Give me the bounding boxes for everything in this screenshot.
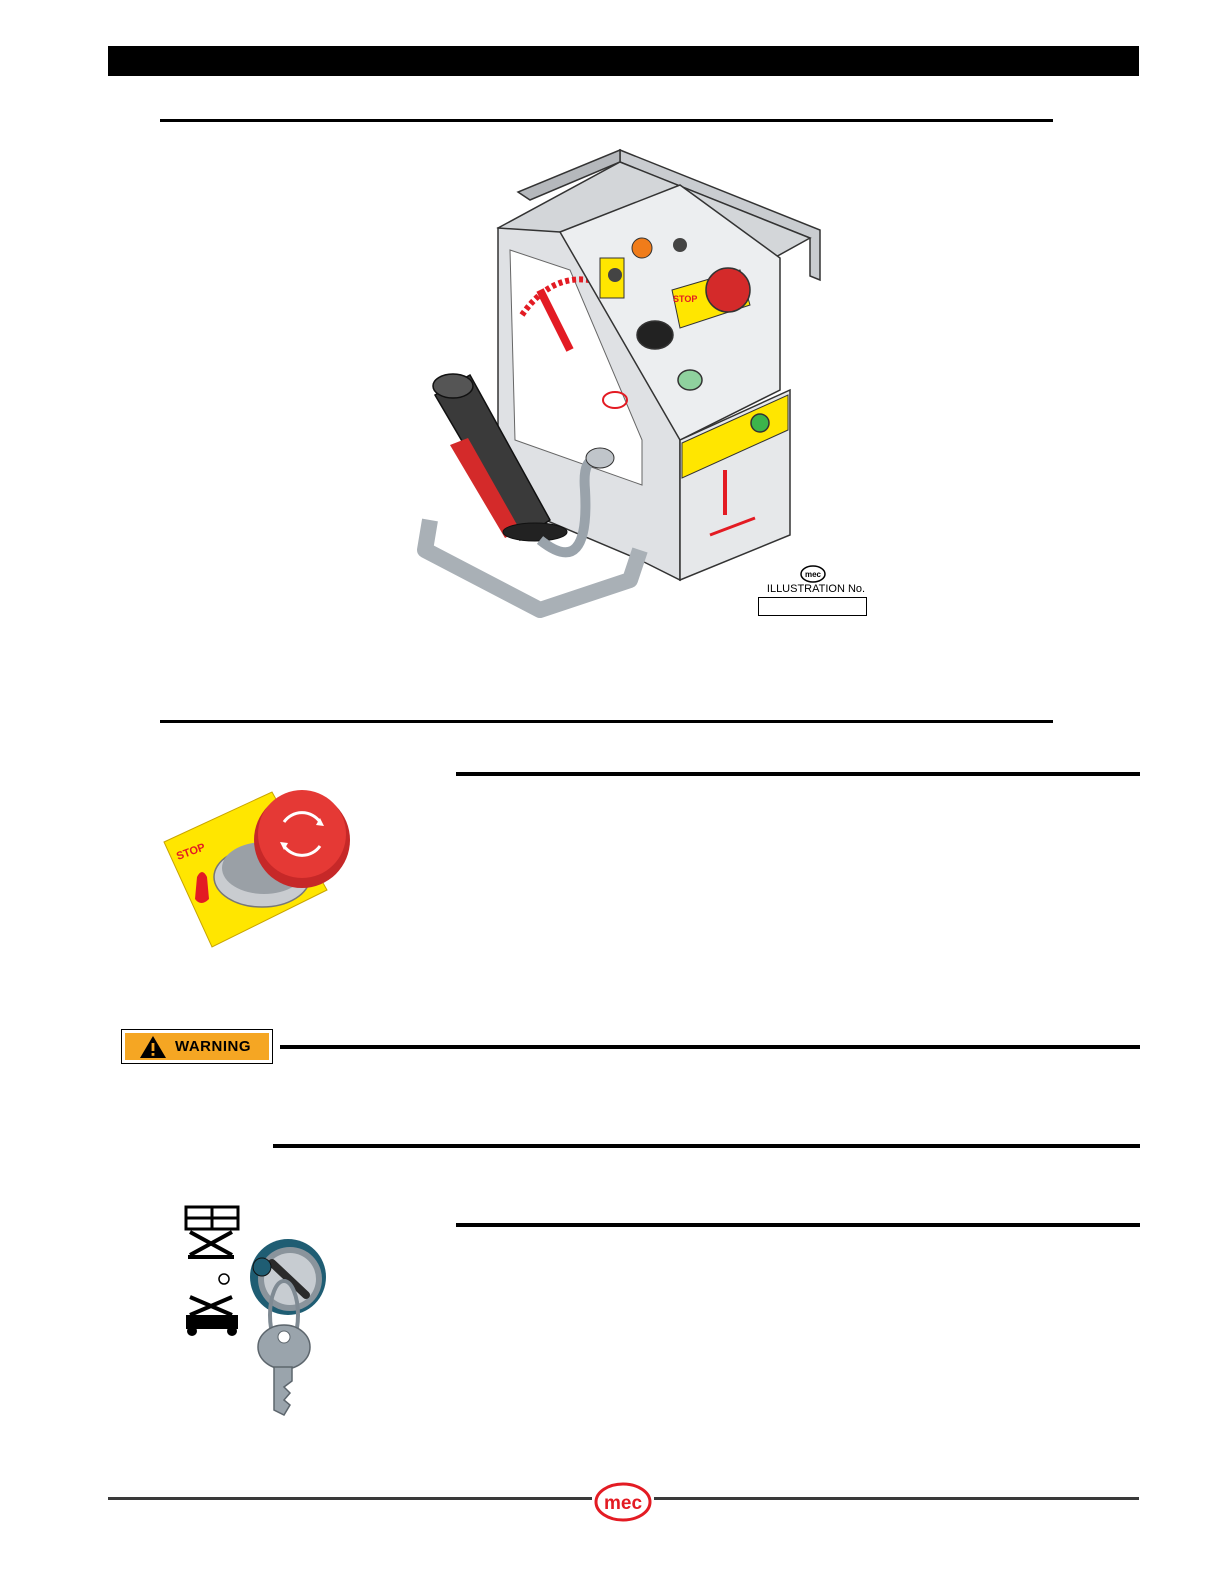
section-rule-1 xyxy=(160,119,1053,122)
mec-logo-small xyxy=(800,565,826,583)
mec-logo-footer-text: mec xyxy=(603,1493,643,1514)
footer-rule-right xyxy=(654,1497,1139,1500)
emergency-stop-rule xyxy=(456,772,1140,776)
warning-rule xyxy=(280,1045,1140,1049)
subsection-rule xyxy=(273,1144,1140,1148)
key-switch-rule xyxy=(456,1223,1140,1227)
warning-label: WARNING xyxy=(175,1038,251,1055)
panel-stop-text: STOP xyxy=(673,294,698,304)
warning-badge-fill xyxy=(125,1033,269,1060)
control-box-illustration xyxy=(410,140,830,630)
key-switch-illustration xyxy=(180,1205,330,1420)
header-bar xyxy=(108,46,1139,76)
mec-logo-small-text: mec xyxy=(804,570,822,579)
emergency-stop-illustration xyxy=(162,782,362,952)
stop-decal-text: STOP xyxy=(174,841,207,863)
illustration-label: ILLUSTRATION No. xyxy=(766,583,866,595)
illustration-number-box xyxy=(758,597,867,616)
warning-triangle-icon xyxy=(139,1035,167,1059)
footer-rule-left xyxy=(108,1497,592,1500)
section-rule-2 xyxy=(160,720,1053,723)
warning-badge xyxy=(121,1029,273,1064)
mec-logo-footer xyxy=(594,1482,652,1522)
